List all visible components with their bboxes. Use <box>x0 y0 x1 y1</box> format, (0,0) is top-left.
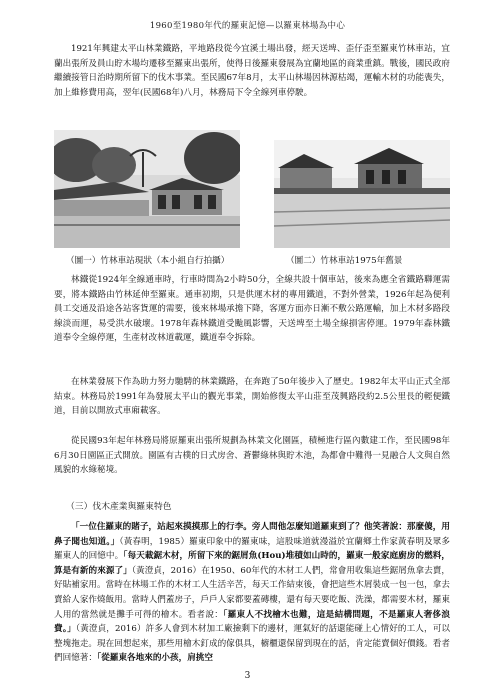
photo-zhulin-station-1975 <box>274 140 450 248</box>
figure2-caption: （圖二）竹林車站1975年舊景 <box>286 256 403 266</box>
quote-bold-4: 「從羅東各地來的小孩，肩挑空 <box>96 653 213 664</box>
quote-text-1: （黃春明，1985）羅東印象中的羅東味，這股味道就漫溢於宜蘭鄉土作家黃春明及眾多羅東人的回憶中。 <box>54 536 451 562</box>
quote-bold-3: 「羅東人不找檜木也難，這是結構問題，不是羅東人奢侈浪費。」 <box>54 609 450 635</box>
quote-bold-1: 「一位住羅東的賭子，站起來摸摸那上的行李。旁人問他怎麼知道羅東到了？他笑著說：那麼傻，用鼻子聞也知道。」 <box>54 522 450 547</box>
paragraph-forestry-railway-history: 1921年興建太平山林業鐵路，平地路段從今宜溪土場出發，經天送埤、歪仔歪至羅東竹林車站，宜蘭出張所及員山貯木場均遷移至羅東出張所，使得日後羅東發展為宜蘭地區的商業重鎮。戰後，國民政府繼續接管日治時期所留下的伐木事業。至民國67年8月，太平山林場因林源枯竭，運輸木材的功能喪失，加上維修費用高，翌年(民國68年)八月，林務局下令全線列車停駛。 <box>54 44 450 98</box>
paragraph-railway-end: 在林業發展下作為助力努力馳騁的林業鐵路，在奔跑了50年後步入了歷史。1982年太平山正式全部結束。林務局於1991年為發展太平山的觀光事業，開始修復太平山莊至茂興路段約2.5公里長的輕便鐵道，目前以開放式車廂載客。 <box>54 377 450 417</box>
quote-bold-2: 「每天載鋸木材，所留下來的鋸屑魚(Hou)堆積如山時的，羅東一般家庭廚房的燃料，算是有新的來源了」 <box>54 551 450 576</box>
page-number: 3 <box>244 671 251 681</box>
section-heading-logging-industry: （三）伐木產業與羅東特色 <box>66 502 172 512</box>
running-header: 1960至1980年代的羅東記憶—以羅東林場為中心 <box>149 21 346 31</box>
paragraph-cultural-park: 從民國93年起年林務局將原羅東出張所規劃為林業文化園區，積極進行區內數建工作，至民國98年6月30日園區正式開放。園區有古樸的日式房舍、蒼鬱綠林與貯木池，為都會中難得一見融合人文與自然風貌的水綠秘境。 <box>54 436 450 476</box>
figure1-caption: （圖一）竹林車站現狀（本小組自行拍攝） <box>66 256 230 266</box>
photo-zhulin-station-present <box>54 130 240 248</box>
quote-text-2: （黃澄貞，2016）在1950、60年代的木材工人們，常會用收集這些鋸屑魚拿去賣，好貼補家用。當時在林場工作的木材工人生活辛苦，每天工作結束後，會把這些木屑裝成一包一包，拿去賣給人家作燒飯用。當時人們蓋房子，戶戶人家都要蓋磚樓，還有每天要吃飯、洗澡，都需要木材，羅東人用的當然就是攤手可得的檜木。看者說： <box>54 565 450 620</box>
paragraph-luodong-scent <box>54 520 450 666</box>
quote-text-3: （黃澄貞，2016）許多人會到木材加工廠撿剩下的邊材，運氣好的話還能碰上心情好的工人，可以整塊拖走。現在回想起來，那些用檜木釘成的傢俱具，櫥櫃還保留到現在的話，肯定能賣個好價錢。看者們回憶著： <box>54 624 450 664</box>
paragraph-railway-operations: 林鐵從1924年全線通車時，行車時間為2小時50分，全線共設十個車站，後來為應全省鐵路聯運需要，將本鐵路由竹林延伸至羅東。通車初期，只是供運木材的專用鐵道，不對外營業，1926年起為便利員工交通及沿途各站客貨運的需要，後來林場承擔下降，客運方面亦日漸不敷公路運輸，加上木材多路段線淡而運，易受洪水破壞。1978年森林鐵道受颱風影響，天送埤至土場全線損害停運。1979年森林鐵道奉令全線停運，生產材改林道載運，鐵道奉令拆除。 <box>54 275 450 344</box>
